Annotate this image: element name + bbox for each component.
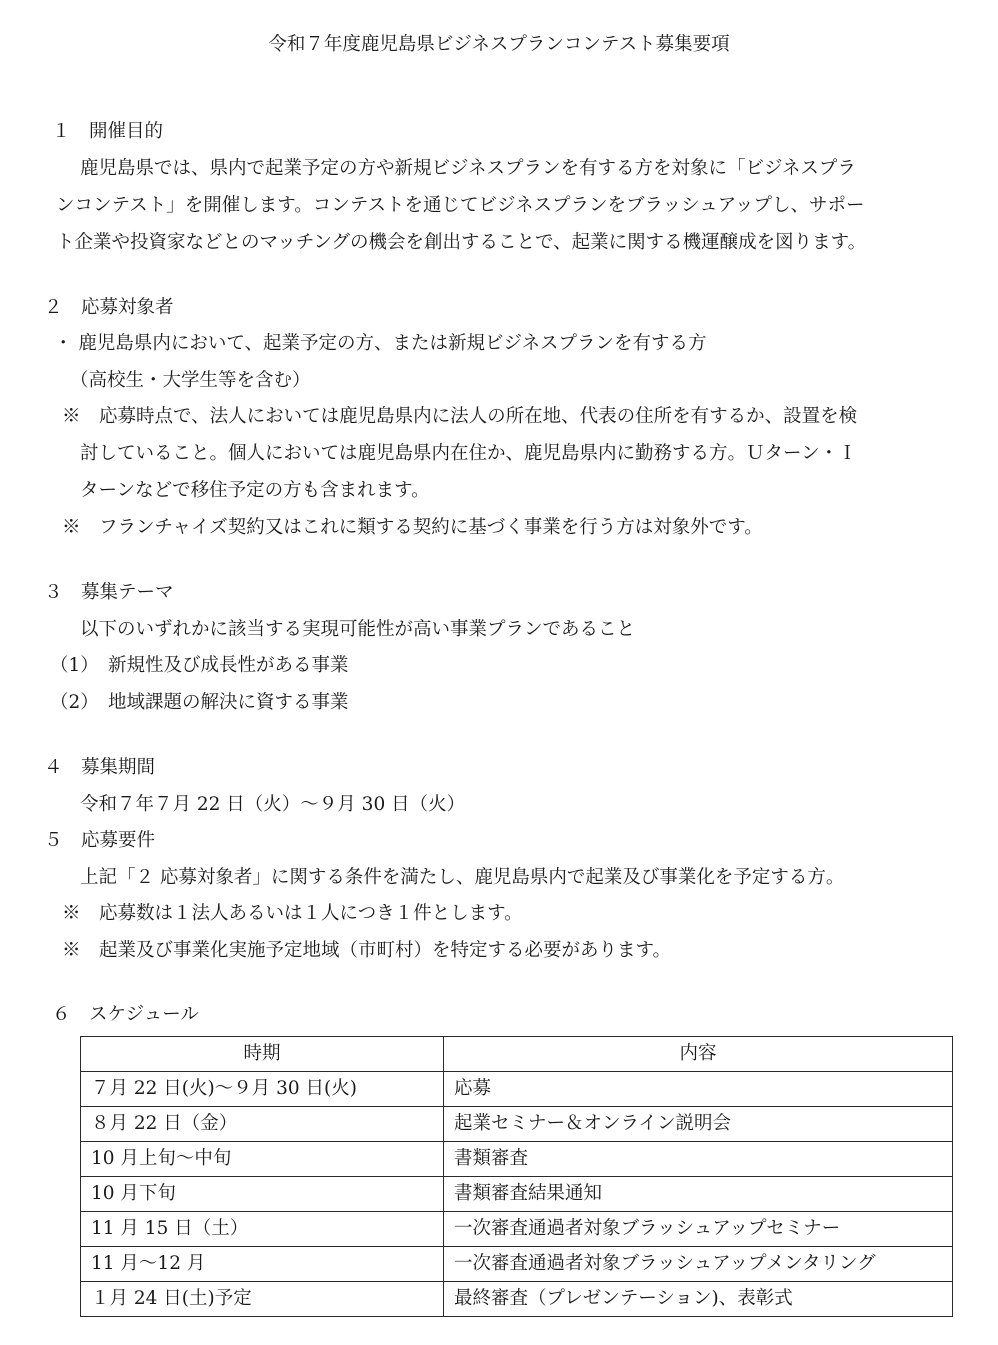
- schedule-content: 一次審査通過者対象ブラッシュアップメンタリング: [444, 1247, 953, 1282]
- table-row: [81, 1212, 953, 1247]
- section-1-line-1: 鹿児島県では、県内で起業予定の方や新規ビジネスプランを有する方を対象に「ビジネスプラ: [80, 158, 856, 179]
- schedule-period: 11 月～12 月: [81, 1247, 444, 1282]
- section-2-paren: （高校生・大学生等を含む）: [70, 370, 311, 391]
- section-3-item-2: （2） 地域課題の解決に資する事業: [50, 692, 349, 713]
- section-2-note1-line-2: 討していること。個人においては鹿児島県内在住か、鹿児島県内に勤務する方。Ｕターン・Ｉ: [80, 443, 857, 464]
- column-header-period: 時期: [81, 1037, 444, 1072]
- table-row: [81, 1072, 953, 1107]
- schedule-period: ８月 22 日（金）: [81, 1107, 444, 1142]
- document-title: 令和７年度鹿児島県ビジネスプランコンテスト募集要項: [268, 34, 730, 55]
- section-1-line-3: ト企業や投資家などとのマッチングの機会を創出することで、起業に関する機運醸成を図ります。: [56, 232, 867, 253]
- schedule-content: 一次審査通過者対象ブラッシュアップセミナー: [444, 1212, 953, 1247]
- table-row: [81, 1282, 953, 1317]
- section-1-heading: １ 開催目的: [52, 121, 164, 142]
- schedule-content: 書類審査: [444, 1142, 953, 1177]
- section-5-note-2: ※ 起業及び事業化実施予定地域（市町村）を特定する必要があります。: [62, 940, 672, 961]
- section-5-note-1: ※ 応募数は１法人あるいは１人につき１件とします。: [62, 903, 523, 924]
- section-2-heading: ２ 応募対象者: [44, 297, 174, 318]
- table-row: [81, 1177, 953, 1212]
- section-6-heading: ６ スケジュール: [52, 1004, 199, 1025]
- section-3-heading: ３ 募集テーマ: [44, 582, 174, 603]
- section-2-bullet: ・ 鹿児島県内において、起業予定の方、または新規ビジネスプランを有する方: [54, 333, 707, 354]
- schedule-period: ７月 22 日(火)～９月 30 日(火): [81, 1072, 444, 1107]
- schedule-period: 10 月下旬: [81, 1177, 444, 1212]
- section-2-note2: ※ フランチャイズ契約又はこれに類する契約に基づく事業を行う方は対象外です。: [62, 517, 763, 538]
- schedule-content: 最終審査（プレゼンテーション)、表彰式: [444, 1282, 953, 1317]
- table-row: [81, 1247, 953, 1282]
- section-4-heading: ４ 募集期間: [44, 757, 156, 778]
- section-4-period: 令和７年７月 22 日（火）～９月 30 日（火）: [80, 794, 466, 815]
- section-1-line-2: ンコンテスト」を開催します。コンテストを通じてビジネスプランをブラッシュアップし、サポー: [56, 195, 865, 216]
- schedule-period: １月 24 日(土)予定: [81, 1282, 444, 1317]
- section-2-note1-line-1: ※ 応募時点で、法人においては鹿児島県内に法人の所在地、代表の住所を有するか、設置を検: [62, 406, 858, 427]
- table-row: [81, 1107, 953, 1142]
- section-2-note1-line-3: ターンなどで移住予定の方も含まれます。: [80, 480, 430, 501]
- schedule-content: 書類審査結果通知: [444, 1177, 953, 1212]
- schedule-period: 10 月上旬～中旬: [81, 1142, 444, 1177]
- section-5-heading: ５ 応募要件: [44, 830, 156, 851]
- section-5-text: 上記「２ 応募対象者」に関する条件を満たし、鹿児島県内で起業及び事業化を予定する方。: [80, 867, 845, 888]
- section-3-item-1: （1） 新規性及び成長性がある事業: [50, 655, 349, 676]
- schedule-period: 11 月 15 日（土）: [81, 1212, 444, 1247]
- schedule-content: 応募: [444, 1072, 953, 1107]
- schedule-table: [80, 1036, 953, 1317]
- section-3-intro: 以下のいずれかに該当する実現可能性が高い事業プランであること: [80, 619, 636, 640]
- table-row: [81, 1142, 953, 1177]
- column-header-content: 内容: [444, 1037, 953, 1072]
- schedule-content: 起業セミナー＆オンライン説明会: [444, 1107, 953, 1142]
- schedule-header-row: [81, 1037, 953, 1072]
